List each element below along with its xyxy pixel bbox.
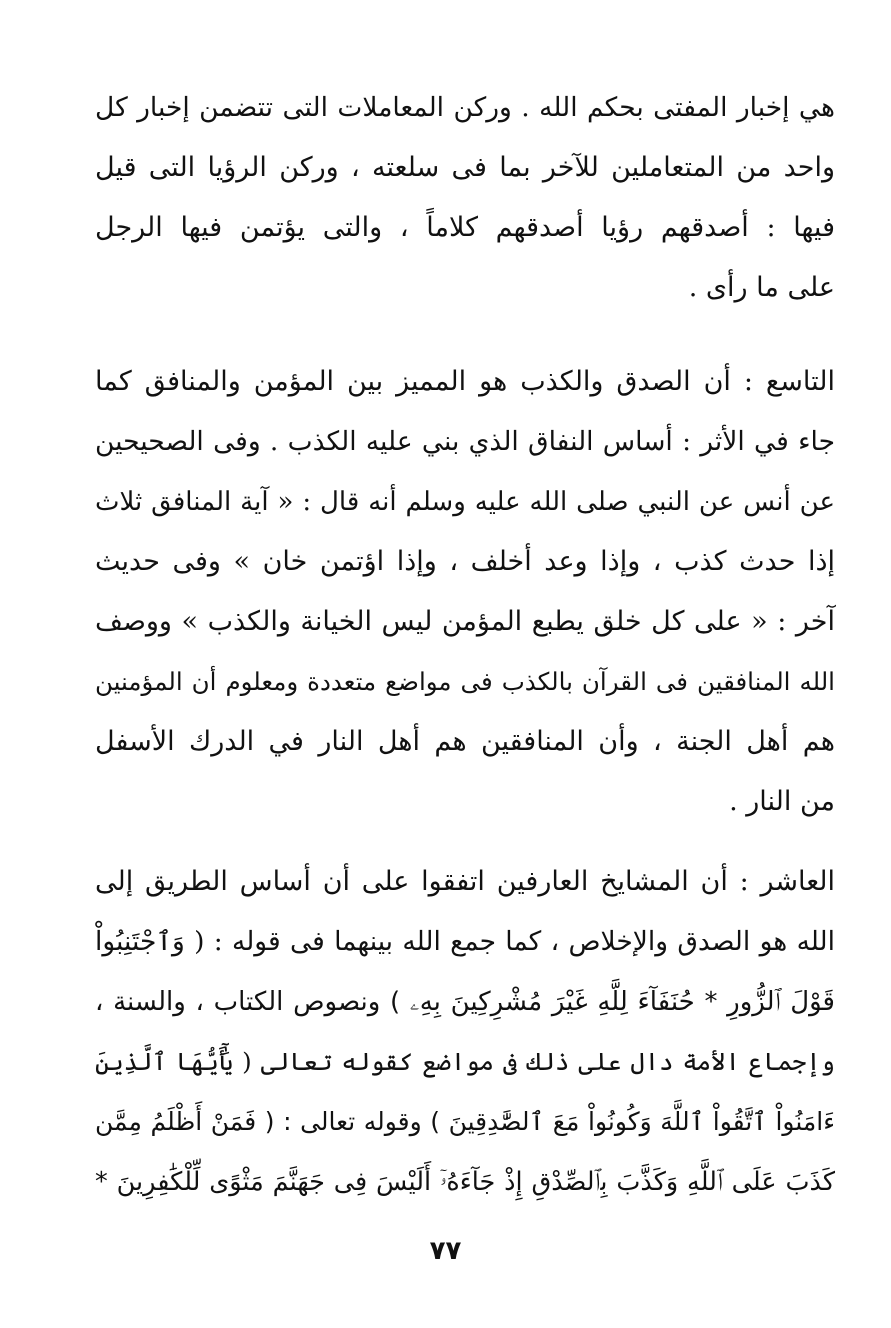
text-line: فيها : أصدقهم رؤيا أصدقهم كلاماً ، والتى يؤتمن فيها الرجل <box>95 212 835 243</box>
page-number: ٧٧ <box>429 1236 462 1266</box>
text-line: آخر : « على كل خلق يطبع المؤمن ليس الخيانة والكذب » ووصف <box>95 606 835 637</box>
text-line: التاسع : أن الصدق والكذب هو المميز بين المؤمن والمنافق كما <box>95 366 835 397</box>
text-line: على ما رأى . <box>688 272 835 303</box>
text-line: وإجماع الأمة دال على ذلك فى مواضع كقوله تعالى ( يَٰٓأَيُّهَا ٱلَّذِينَ <box>95 1047 835 1076</box>
paragraph-2 <box>95 352 835 832</box>
text-line: هم أهل الجنة ، وأن المنافقين هم أهل النار في الدرك الأسفل <box>95 726 835 757</box>
text-line: هي إخبار المفتى بحكم الله . وركن المعاملات التى تتضمن إخبار كل <box>95 92 835 123</box>
quran-verse-line: قَوْلَ ٱلزُّورِ * حُنَفَآءَ لِلَّهِ غَيْرَ مُشْرِكِينَ بِهِۦ ) ونصوص الكتاب ، والسنة ، <box>95 987 835 1017</box>
quran-verse-line: كَذَبَ عَلَى ٱللَّهِ وَكَذَّبَ بِٱلصِّدْقِ إِذْ جَآءَهُۥٓ أَلَيْسَ فِى جَهَنَّمَ مَثْوًى لِّلْكَٰفِرِينَ * <box>95 1167 835 1197</box>
text-line: جاء في الأثر : أساس النفاق الذي بني عليه الكذب . وفى الصحيحين <box>95 426 835 457</box>
text-line: العاشر : أن المشايخ العارفين اتفقوا على أن أساس الطريق إلى <box>95 866 835 897</box>
text-line: الله المنافقين فى القرآن بالكذب فى مواضع متعددة ومعلوم أن المؤمنين <box>95 667 835 696</box>
paragraph-3 <box>95 852 835 1212</box>
text-line: من النار . <box>729 786 835 817</box>
text-line: إذا حدث كذب ، وإذا وعد أخلف ، وإذا اؤتمن خان » وفى حديث <box>95 546 835 577</box>
quran-verse-line: ءَامَنُواْ ٱتَّقُواْ ٱللَّهَ وَكُونُواْ مَعَ ٱلصَّٰدِقِينَ ) وقوله تعالى : ( فَمَنْ أَظْلَمُ مِمَّن <box>95 1107 835 1136</box>
paragraph-1 <box>95 78 835 318</box>
text-line: عن أنس عن النبي صلى الله عليه وسلم أنه قال : « آية المنافق ثلاث <box>95 487 835 517</box>
text-line: واحد من المتعاملين للآخر بما فى سلعته ، وركن الرؤيا التى قيل <box>95 152 836 183</box>
text-line: الله هو الصدق والإخلاص ، كما جمع الله بينهما فى قوله : ( وَٱجْتَنِبُواْ <box>95 926 835 957</box>
